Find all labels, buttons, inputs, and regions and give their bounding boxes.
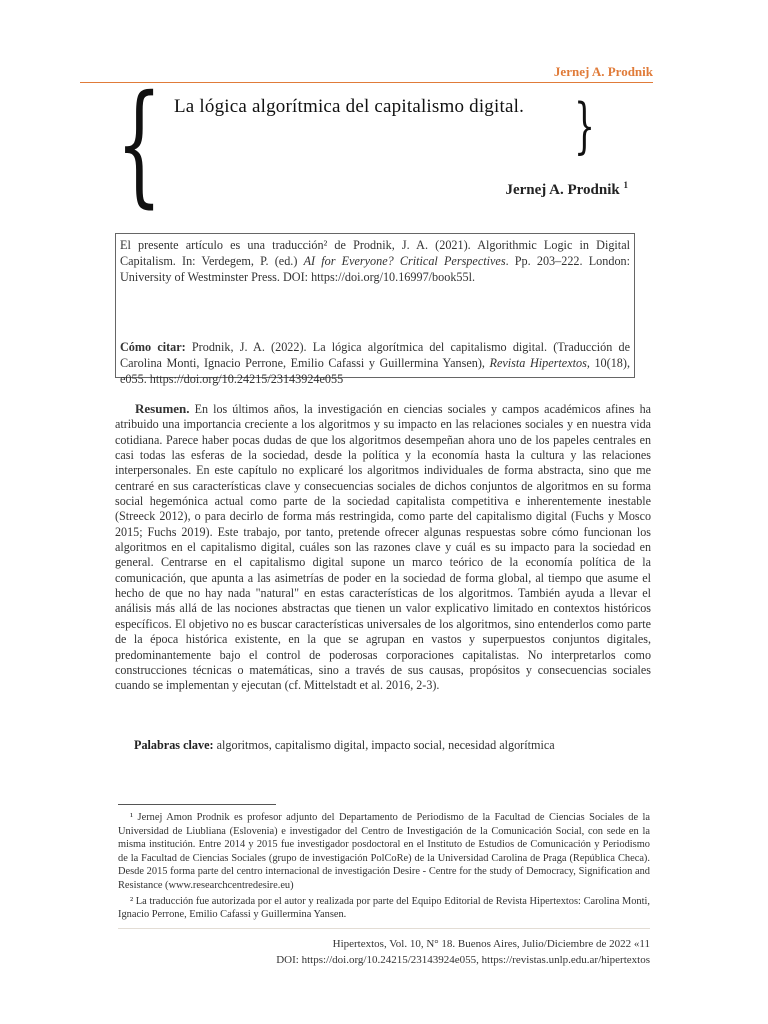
page-footer — [276, 936, 650, 968]
footnote-divider — [118, 804, 276, 805]
article-title: La lógica algorítmica del capitalismo digital. — [174, 96, 525, 117]
author-name: Jernej A. Prodnik — [505, 182, 620, 198]
footer-doi-line: DOI: https://doi.org/10.24215/23143924e055, https://revistas.unlp.edu.ar/hipertextos — [276, 954, 650, 966]
abstract-text: En los últimos años, la investigación en ciencias sociales y campos académicos afines ha atribuido una importancia creciente a los algoritmos y su impacto en las relaciones sociales y en nuestra vida cotidiana. Parece haber pocas dudas de que los algoritmos desempeñan ahora uno de los papeles centrales en casi todas las esferas de la sociedad, desde la política y la economía hasta la cultura y las relaciones interpersonales. En este capítulo no explicaré los algoritmos individuales de forma abstracta, sino que me centraré en sus características clave y consecuencias sociales de dichos conjuntos de algoritmos en su forma social hegemónica actual como parte de la sociedad capitalista competitiva e inherentemente inestable (Streeck 2012), o para decirlo de forma más restringida, como parte del capitalismo digital (Fuchs y Mosco 2015; Fuchs 2019). Este trabajo, por tanto, pretende ofrecer algunas respuestas sobre cómo funcionan los algoritmos en el capitalismo digital, cuáles son las razones clave y cuál es su impacto para la sociedad en general. Centrarse en el capitalismo digital supone un marco teórico de la economía política de la comunicación, que apunta a las asimetrías de poder en la sociedad de forma global, al tiempo que asume el hecho de que no hay nada "natural" en estas características de los algoritmos. También ayuda a llevar el análisis más allá de las nociones abstractas que tienen un valor explicativo limitado en contextos históricos específicos. El objetivo no es buscar características universales de los algoritmos, sino entenderlos como parte de la época histórica existente, en la que se agrupan en vastos y superpuestos conjuntos digitales, predominantemente bajo el control de poderosas corporaciones capitalistas. No interpretarlos como construcciones técnicas o matemáticas, sino a través de sus causas, propósitos y consecuencias sociales cuando se implementan y ejecutan (cf. Mittelstadt et al. 2016, 2-3). — [115, 402, 651, 693]
abstract-label: Resumen. — [135, 401, 190, 416]
cite-journal: Revista Hipertextos, — [489, 356, 590, 370]
cite-rest: 10(18), e055. https://doi.org/10.24215/23143924e055 — [120, 356, 630, 386]
footnotes — [118, 811, 650, 924]
keywords-label: Palabras clave: — [134, 738, 214, 752]
translation-note-text: El presente artículo es una traducción² de Prodnik, J. A. (2021). Algorithmic Logic in Digital Capitalism. In: Verdegem, P. (ed.) — [120, 238, 630, 268]
article-author — [505, 180, 628, 199]
cite-label: Cómo citar: — [120, 340, 186, 354]
footer-divider — [118, 928, 650, 929]
translation-note-rest: . Pp. 203–222. London: University of Westminster Press. DOI: https://doi.org/10.16997/book55l. — [120, 254, 631, 284]
left-brace-decoration: { — [116, 67, 163, 221]
author-footnote-mark: 1 — [623, 180, 628, 190]
keywords — [134, 738, 555, 753]
right-brace-decoration: } — [574, 91, 596, 161]
keywords-text: algoritmos, capitalismo digital, impacto social, necesidad algorítmica — [213, 738, 555, 752]
abstract — [115, 401, 651, 694]
footer-journal-line: Hipertextos, Vol. 10, N° 18. Buenos Aires, Julio/Diciembre de 2022 «11 — [332, 938, 650, 950]
translation-note — [120, 237, 630, 285]
how-to-cite — [120, 339, 630, 387]
citation-box — [115, 233, 635, 386]
footnote-1: ¹ Jernej Amon Prodnik es profesor adjunto del Departamento de Periodismo de la Facultad de Ciencias Sociales de la Universidad de Liubliana (Eslovenia) e investigador del Centro de Investigación de la Comunicación Social, con sede en la misma institución. Entre 2014 y 2015 fue investigador posdoctoral en el Instituto de Estudios de Comunicación y Periodismo de la Facultad de Ciencias Sociales (grupo de investigación PolCoRe) de la Universidad Carolina de Praga (República Checa). Desde 2015 forma parte del centro internacional de investigación Desire - Centre for the study of Democracy, Signification and Resistance (www.researchcentredesire.eu) — [118, 812, 650, 891]
footnote-2: ² La traducción fue autorizada por el autor y realizada por parte del Equipo Editorial de Revista Hipertextos: Carolina Monti, Ignacio Perrone, Emilio Cafassi y Guillermina Yansen. — [118, 895, 650, 921]
cite-text: Prodnik, J. A. (2022). La lógica algorítmica del capitalismo digital. (Traducción de Carolina Monti, Ignacio Perrone, Emilio Cafassi y Guillermina Yansen), — [120, 340, 630, 370]
running-head-author: Jernej A. Prodnik — [80, 64, 653, 83]
translation-book-title: AI for Everyone? Critical Perspectives — [303, 254, 506, 268]
